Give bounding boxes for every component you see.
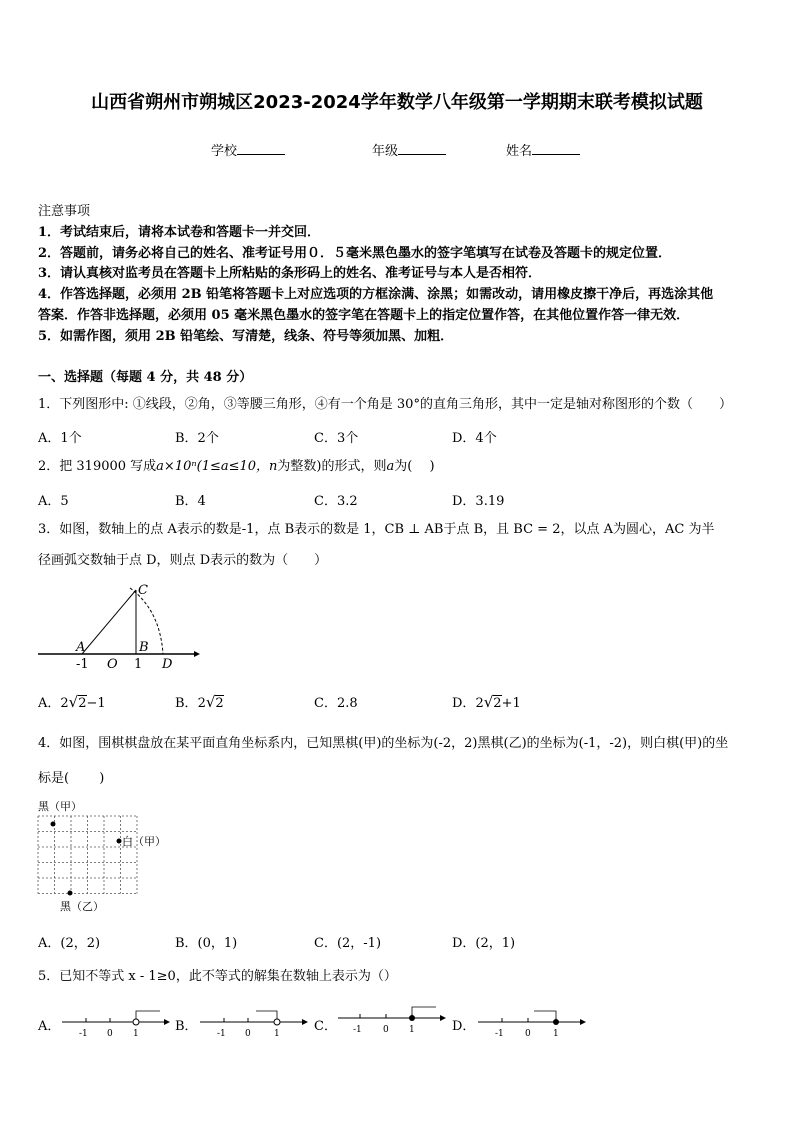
segment-ac [82,590,136,654]
tail: −1 [86,696,106,711]
radicand: 2 [215,696,224,711]
closed-dot [409,1015,415,1021]
question-4-line-1: 4．如图，围棋棋盘放在某平面直角坐标系内，已知黑棋(甲)的坐标为(-2，2)黑棋(乙)的坐标为(-1，-2)，则白棋(甲)的坐 [38,736,729,751]
tick-label: 0 [525,1029,531,1039]
q2-text: 为( ) [394,459,435,474]
tick-label: -1 [353,1025,362,1034]
q5-option-a-label: A． [38,1019,61,1034]
q4-option-a: A．(2，2) [38,936,101,951]
name-field [506,140,580,159]
q5-option-d-numberline [476,1006,588,1040]
page-title: 山西省朔州市朔城区2023-2024学年数学八年级第一学期期末联考模拟试题 [91,92,703,113]
tick-label: -1 [79,1029,88,1039]
q3-option-b [175,692,224,711]
coef: 2 [60,696,69,711]
axis-arrow [194,651,200,657]
q5-option-c-label: C． [314,1019,337,1034]
q2-option-b: B．4 [175,494,206,509]
q1-option-c: C．3个 [314,431,359,446]
black-stone-jia [51,822,56,827]
q3-option-a [38,692,106,711]
label-black-yi: 黑（乙） [60,900,104,913]
radicand: 2 [493,696,502,711]
board-grid [38,816,137,894]
notice-heading: 注意事项 [38,204,91,219]
tick-label: 0 [107,1029,113,1039]
q2-text: 2．把 319000 写成 [38,459,157,474]
grade-field [372,140,446,159]
school-field [211,140,285,159]
q3-option-c: C．2.8 [314,696,358,711]
option-label: B． [175,696,198,711]
notice-item: 5．如需作图，须用 2B 铅笔绘、写清楚，线条、符号等须加黑、加粗． [38,329,454,344]
open-dot [274,1019,280,1025]
question-3-line-2: 径画弧交数轴于点 D，则点 D表示的数为（ ） [38,553,328,568]
q1-option-a: A．1个 [38,431,82,446]
question-4-line-2: 标是( ) [38,771,105,786]
q5-option-d-label: D． [452,1019,476,1034]
coef: 2 [475,696,484,711]
q1-option-b: B．2个 [175,431,219,446]
label-b: B [139,640,149,655]
tail: +1 [501,696,521,711]
tick-label: 1 [133,1029,139,1039]
q2-var-n: n [269,459,278,474]
label-d: D [162,657,173,672]
grade-blank [398,142,446,155]
q5-option-a-numberline [60,1006,172,1040]
q5-option-b-numberline [198,1006,310,1040]
q4-option-b: B．(0，1) [175,936,238,951]
tick-label: 0 [245,1029,251,1039]
q4-option-c: C．(2，-1) [314,936,382,951]
notice-item: 4．作答选择题，必须用 2B 铅笔将答题卡上对应选项的方框涂满、涂黑；如需改动，请用橡皮擦干净后，再选涂其他 [38,287,714,302]
radicand: 2 [78,696,87,711]
q5-option-b-label: B． [175,1019,198,1034]
q3-figure [34,580,204,672]
option-label: D． [452,696,476,711]
name-blank [532,142,580,155]
black-stone-yi [68,891,73,896]
sqrt-icon: √ [68,693,79,711]
q3-option-d [452,692,521,711]
q2-var-a: a [386,459,395,474]
section-heading: 一、选择题（每题 4 分，共 48 分） [38,370,253,385]
tick-label: 1 [409,1025,415,1034]
q4-option-d: D．(2，1) [452,936,516,951]
tick-1: 1 [134,657,143,672]
q2-option-c: C．3.2 [314,494,358,509]
tick-label: 1 [274,1029,280,1039]
notice-item: 答案．作答非选择题，必须用 05 毫米黑色墨水的签字笔在答题卡上的指定位置作答，在其他位置作答一律无效． [38,308,690,323]
q4-go-board [34,798,174,916]
open-dot [133,1019,139,1025]
notice-item: 2．答题前，请务必将自己的姓名、准考证号用０．５毫米黑色墨水的签字笔填写在试卷及答题卡的规定位置． [38,246,672,261]
question-2-stem [38,458,435,475]
tick-label: 0 [383,1025,389,1034]
name-label: 姓名 [506,144,533,159]
white-stone-jia [117,839,122,844]
school-label: 学校 [211,144,238,159]
closed-dot [553,1019,559,1025]
q2-option-a: A．5 [38,494,69,509]
q1-option-d: D．4个 [452,431,497,446]
tick-label: -1 [217,1029,226,1039]
tick-label: -1 [495,1029,504,1039]
notice-item: 1．考试结束后，请将本试卷和答题卡一并交回． [38,225,321,240]
label-c: C [138,583,148,598]
sqrt-icon: √ [205,693,216,711]
school-blank [237,142,285,155]
q2-option-d: D．3.19 [452,494,505,509]
tick-minus-1: -1 [76,657,89,672]
label-white-jia: 白（甲） [122,835,166,848]
option-label: A． [38,696,61,711]
notice-item: 3．请认真核对监考员在答题卡上所粘贴的条形码上的姓名、准考证号与本人是否相符． [38,266,542,281]
grade-label: 年级 [372,144,399,159]
label-black-jia: 黑（甲） [38,800,82,813]
question-3-line-1: 3．如图，数轴上的点 A表示的数是-1，点 B表示的数是 1，CB ⊥ AB于点 B，且 BC = 2，以点 A为圆心，AC 为半 [38,522,715,537]
q5-option-c-numberline [336,1000,448,1034]
question-5-stem: 5．已知不等式 x - 1≥0，此不等式的解集在数轴上表示为（） [38,969,397,984]
sqrt-icon: √ [483,693,494,711]
label-a: A [76,640,86,655]
label-o: O [107,657,118,672]
q2-text: 为整数)的形式，则 [277,459,387,474]
tick-label: 1 [553,1029,559,1039]
question-1-stem: 1．下列图形中: ①线段，②角，③等腰三角形，④有一个角是 30°的直角三角形，其中一定是轴对称图形的个数（ ） [38,397,732,412]
q2-sci-notation: a×10ⁿ(1≤a≤10， [156,459,270,474]
coef: 2 [197,696,206,711]
